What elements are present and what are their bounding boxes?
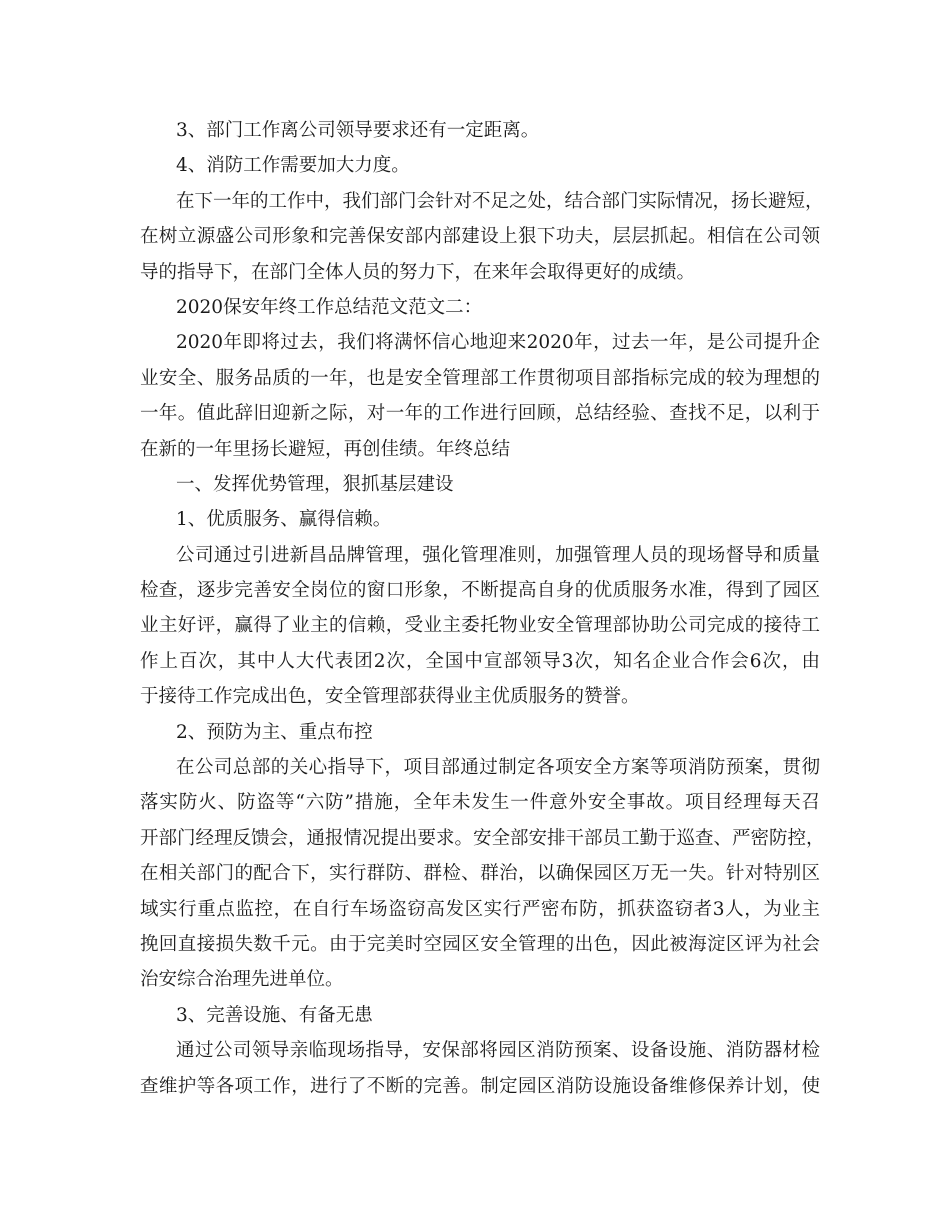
text-line: 4、消防工作需要加大力度。 (176, 155, 410, 177)
text-line: 3、部门工作离公司领导要求还有一定距离。 (176, 120, 540, 141)
text-line: 3、完善设施、有备无患 (176, 1004, 373, 1026)
text-line: 在公司总部的关心指导下，项目部通过制定各项安全方案等项消防预案，贯彻 (176, 757, 820, 779)
document-body (140, 113, 825, 1104)
text-line: 挽回直接损失数千元。由于完美时空园区安全管理的出色，因此被海淀区评为社会 (140, 933, 820, 955)
text-line: 业安全、服务品质的一年，也是安全管理部工作贯彻项目部指标完成的较为理想的 (140, 367, 820, 389)
text-line: 通过公司领导亲临现场指导，安保部将园区消防预案、设备设施、消防器材检 (176, 1040, 820, 1062)
text-line: 一年。值此辞旧迎新之际，对一年的工作进行回顾，总结经验、查找不足，以利于 (140, 403, 820, 425)
text-line: 落实防火、防盗等“六防”措施，全年未发生一件意外安全事故。项目经理每天召 (140, 792, 820, 814)
text-line: 作上百次，其中人大代表团2次，全国中宣部领导3次，知名企业合作会6次，由 (140, 650, 820, 672)
text-line: 查维护等各项工作，进行了不断的完善。制定园区消防设施设备维修保养计划，使 (140, 1075, 820, 1097)
text-line: 检查，逐步完善安全岗位的窗口形象，不断提高自身的优质服务水准，得到了园区 (140, 580, 820, 602)
text-line: 2020保安年终工作总结范文范文二： (176, 296, 483, 318)
text-line: 在相关部门的配合下，实行群防、群检、群治，以确保园区万无一失。针对特别区 (140, 863, 820, 885)
text-line: 在新的一年里扬长避短，再创佳绩。年终总结 (140, 438, 511, 460)
text-line: 开部门经理反馈会，通报情况提出要求。安全部安排干部员工勤于巡查、严密防控， (140, 827, 825, 849)
text-line: 一、发挥优势管理，狠抓基层建设 (176, 473, 454, 495)
text-line: 1、优质服务、赢得信赖。 (176, 509, 392, 531)
text-line: 在树立源盛公司形象和完善保安部内部建设上狠下功夫，层层抓起。相信在公司领 (140, 226, 820, 248)
text-line: 导的指导下，在部门全体人员的努力下，在来年会取得更好的成绩。 (140, 261, 696, 283)
text-line: 公司通过引进新昌品牌管理，强化管理准则，加强管理人员的现场督导和质量 (176, 544, 820, 566)
text-line: 于接待工作完成出色，安全管理部获得业主优质服务的赞誉。 (140, 686, 640, 708)
text-line: 治安综合治理先进单位。 (140, 969, 344, 991)
text-line: 2、预防为主、重点布控 (176, 721, 373, 743)
text-line: 在下一年的工作中，我们部门会针对不足之处，结合部门实际情况，扬长避短， (176, 190, 824, 212)
text-line: 域实行重点监控，在自行车场盗窃高发区实行严密布防，抓获盗窃者3人，为业主 (140, 898, 820, 920)
text-line: 2020年即将过去，我们将满怀信心地迎来2020年，过去一年，是公司提升企 (176, 332, 820, 354)
text-line: 业主好评，赢得了业主的信赖，受业主委托物业安全管理部协助公司完成的接待工 (140, 615, 820, 637)
